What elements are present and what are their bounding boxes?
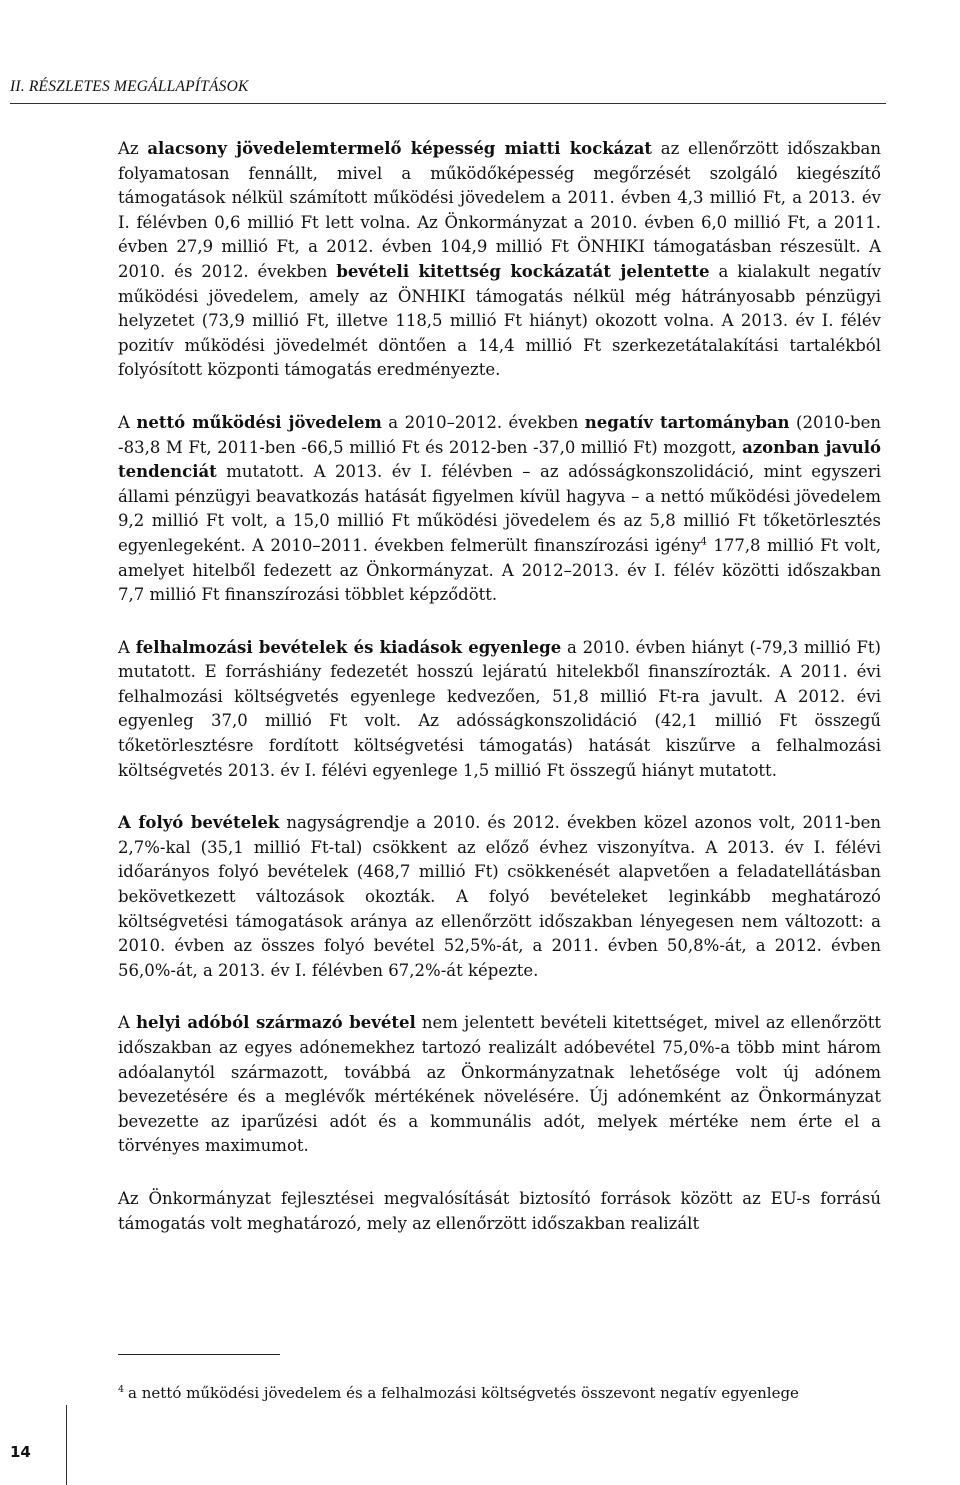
bold-phrase: azonban javuló tendenciát [118, 437, 881, 482]
body-text [118, 137, 881, 1264]
text-run: A [118, 637, 136, 657]
page-number-divider [66, 1405, 67, 1485]
text-run: mutatott. A 2013. év I. félévben – az adósságkonszolidáció, mint egyszeri állami pénzügyi beavatkozás hatását figyelmen kívül hagyva – a nettó működési jövedelem 9,2 millió Ft volt, a 15,0 millió Ft működési jövedelem és az 5,8 millió Ft tőketörlesztés egyenlegeként. A 2010–2011. években felmerült finanszírozási igény [118, 462, 881, 555]
paragraph [118, 1187, 881, 1236]
text-run: A [118, 1013, 137, 1033]
running-header: II. RÉSZLETES MEGÁLLAPÍTÁSOK [10, 78, 249, 95]
footnote-marker: 4 [118, 1384, 125, 1395]
text-run: a kialakult negatív működési jövedelem, amely az ÖNHIKI támogatás nélkül még hátrányosabb pénzügyi helyzetet (73,9 millió Ft, illetve 118,5 millió Ft hiányt) okozott volna. A 2013. év I. félév pozitív működési jövedelmét döntően a 14,4 millió Ft szerkezetátalakítási tartalékból folyósított központi támogatás eredményezte. [118, 261, 881, 380]
text-run: Az [118, 139, 148, 158]
text-run: a 2010. évben hiányt (-79,3 millió Ft) mutatott. E forráshiány fedezetét hosszú lejáratú hitelekből finanszírozták. A 2011. évi felhalmozási költségvetés egyenlege kedvezően, 51,8 millió Ft-ra javult. A 2012. évi egyenleg 37,0 millió Ft volt. Az adósságkonszolidáció (42,1 millió Ft összegű tőketörlesztésre fordított költségvetési támogatás) hatását kiszűrve a felhalmozási költségvetés 2013. év I. félévi egyenlege 1,5 millió Ft összegű hiányt mutatott. [118, 637, 881, 780]
bold-phrase: bevételi kitettség kockázatát jelentette [336, 261, 710, 281]
bold-phrase: felhalmozási bevételek és kiadások egyenlege [135, 637, 562, 657]
footnote-reference: 4 [700, 536, 707, 548]
bold-phrase: negatív tartományban [584, 412, 790, 432]
text-run: a 2010–2012. években [381, 412, 585, 432]
footnote [118, 1382, 881, 1404]
text-run: az ellenőrzött időszakban folyamatosan fennállt, mivel a működőképesség megőrzését szolgáló kiegészítő támogatások nélkül számított működési jövedelem a 2011. évben 4,3 millió Ft, a 2013. év I. félévben 0,6 millió Ft lett volna. Az Önkormányzat a 2010. évben 6,0 millió Ft, a 2011. évben 27,9 millió Ft, a 2012. évben 104,9 millió Ft ÖNHIKI támogatásban részesült. A 2010. és 2012. években [118, 139, 882, 281]
text-run: A [118, 412, 137, 432]
paragraph [118, 811, 881, 983]
footnote-divider [118, 1354, 280, 1355]
text-run: (2010-ben -83,8 M Ft, 2011-ben -66,5 millió Ft és 2012-ben -37,0 millió Ft) mozgott, [118, 412, 881, 457]
bold-phrase: helyi adóból származó bevétel [136, 1013, 416, 1033]
footnote-text: a nettó működési jövedelem és a felhalmozási költségvetés összevont negatív egyenlege [128, 1384, 799, 1402]
header-divider [10, 103, 886, 104]
paragraph [118, 411, 881, 608]
text-run: 177,8 millió Ft volt, amelyet hitelből fedezett az Önkormányzat. A 2012–2013. év I. félév közötti időszakban 7,7 millió Ft finanszírozási többlet képződött. [118, 535, 881, 605]
page-number: 14 [10, 1443, 31, 1461]
paragraph [118, 137, 881, 383]
text-run: nagyságrendje a 2010. és 2012. években közel azonos volt, 2011-ben 2,7%-kal (35,1 millió Ft-tal) csökkent az előző évhez viszonyítva. A 2013. év I. félévi időarányos folyó bevételek (468,7 millió Ft) csökkenését alapvetően a feladatellátásban bekövetkezett változások okozták. A folyó bevételeket leginkább meghatározó költségvetési támogatások aránya az ellenőrzött időszakban lényegesen nem változott: a 2010. évben az összes folyó bevétel 52,5%-át, a 2011. évben 50,8%-át, a 2012. évben 56,0%-át, a 2013. év I. félévben 67,2%-át képezte. [118, 813, 881, 980]
paragraph [118, 1011, 881, 1159]
text-run: Az Önkormányzat fejlesztései megvalósítását biztosító források között az EU-s forrású támogatás volt meghatározó, mely az ellenőrzött időszakban realizált [118, 1188, 881, 1233]
paragraph [118, 636, 881, 784]
bold-phrase: nettó működési jövedelem [136, 412, 382, 432]
bold-phrase: alacsony jövedelemtermelő képesség miatti kockázat [147, 139, 653, 158]
bold-phrase: A folyó bevételek [118, 813, 280, 833]
text-run: nem jelentett bevételi kitettséget, mivel az ellenőrzött időszakban az egyes adónemekhez tartozó realizált adóbevétel 75,0%-a több mint három adóalanytól származott, továbbá az Önkormányzatnak lehetősége volt új adónem bevezetésére és a meglévők mértékének növelésére. Új adónemként az Önkormányzat bevezette az iparűzési adót és a kommunális adót, melyek mértéke nem érte el a törvényes maximumot. [118, 1013, 881, 1156]
